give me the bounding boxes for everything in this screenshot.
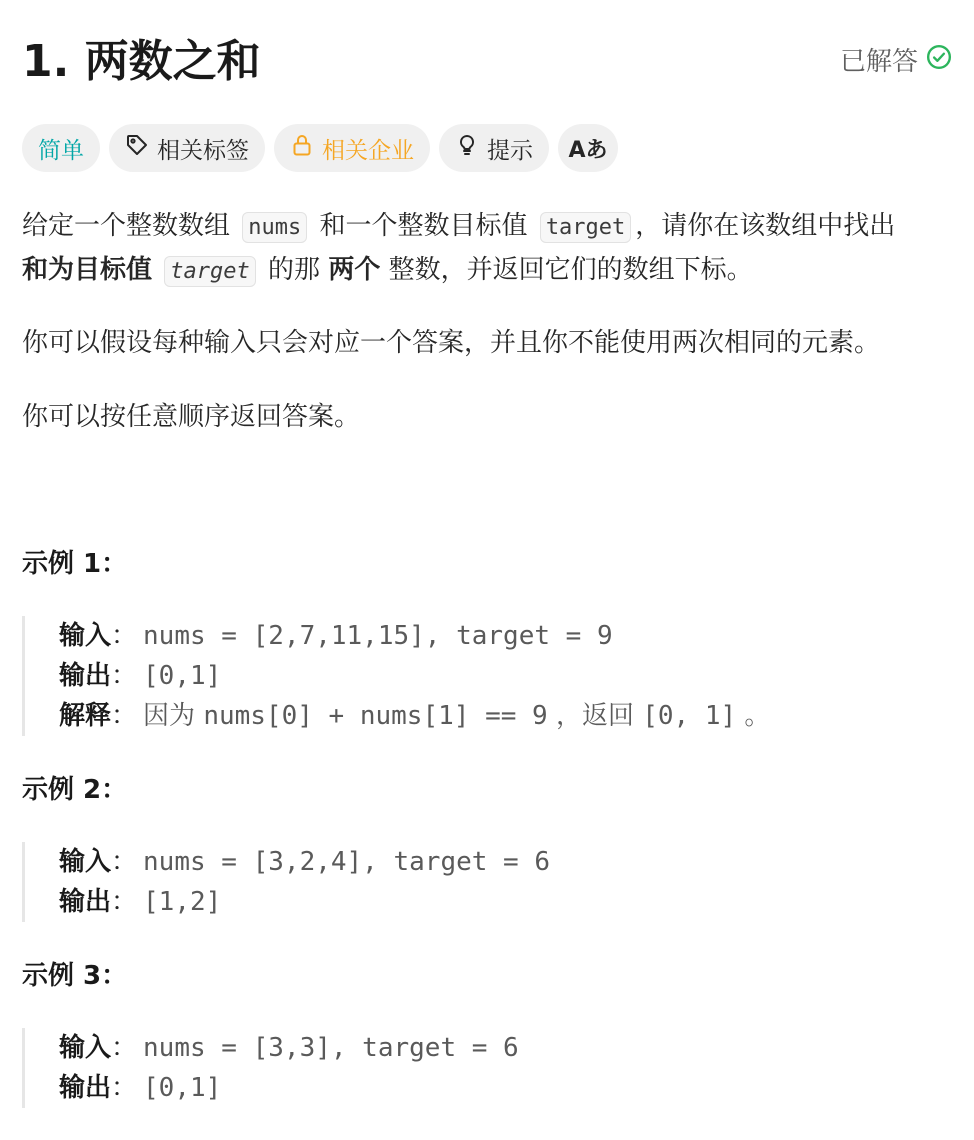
input-value: nums = [2,7,11,15], target = 9 — [143, 621, 613, 651]
lightbulb-icon — [455, 133, 479, 163]
desc-text: 给定一个整数数组 — [22, 211, 231, 241]
desc-text: 和一个整数目标值 — [319, 211, 528, 241]
output-value: [0,1] — [143, 1073, 222, 1103]
example-input: 输入： nums = [3,2,4], target = 6 — [59, 847, 551, 877]
desc-bold: 两个 — [328, 255, 381, 285]
input-label: 输入 — [59, 1033, 112, 1063]
translate-icon: Aあ — [568, 137, 608, 163]
problem-header — [22, 30, 952, 94]
example-1-title: 示例 1： — [22, 549, 128, 579]
explanation-text: ，返回 — [555, 701, 634, 731]
example-output: 输出： [1,2] — [59, 887, 222, 917]
translate-button[interactable] — [558, 124, 618, 172]
check-circle-icon — [926, 44, 952, 79]
explanation-text: 因为 — [143, 701, 196, 731]
tag-icon — [125, 133, 149, 163]
example-output: 输出： [0,1] — [59, 661, 222, 691]
explanation-label: 解释 — [59, 701, 112, 731]
example-output: 输出： [0,1] — [59, 1073, 222, 1103]
explanation-code: [0, 1] — [642, 701, 737, 731]
input-value: nums = [3,3], target = 6 — [143, 1033, 519, 1063]
inline-code: nums — [242, 212, 307, 243]
explanation-code: nums[0] + nums[1] == 9 — [203, 701, 548, 731]
desc-text: 整数，并返回它们的数组下标。 — [388, 255, 753, 285]
output-value: [1,2] — [143, 887, 222, 917]
output-label: 输出 — [59, 661, 112, 691]
example-2-title: 示例 2： — [22, 775, 128, 805]
related-companies-button[interactable] — [274, 124, 430, 172]
example-2-block — [22, 842, 550, 922]
difficulty-label: 简单 — [38, 137, 84, 164]
input-label: 输入 — [59, 621, 112, 651]
input-label: 输入 — [59, 847, 112, 877]
input-value: nums = [3,2,4], target = 6 — [143, 847, 551, 877]
related-companies-label: 相关企业 — [322, 137, 414, 164]
solved-status-label: 已解答 — [839, 46, 918, 77]
solved-status — [840, 44, 952, 79]
description-paragraph-1 — [22, 205, 952, 293]
description-paragraph-3: 你可以按任意顺序返回答案。 — [22, 402, 361, 432]
example-3-block — [22, 1028, 519, 1108]
example-3-title: 示例 3： — [22, 961, 128, 991]
inline-code: target — [164, 256, 255, 287]
difficulty-tag[interactable] — [22, 124, 100, 172]
example-input: 输入： nums = [2,7,11,15], target = 9 — [59, 621, 613, 651]
inline-code: target — [540, 212, 631, 243]
related-tags-button[interactable] — [109, 124, 265, 172]
desc-text: 的那 — [268, 255, 321, 285]
problem-description — [22, 205, 952, 293]
hint-button[interactable] — [439, 124, 549, 172]
hint-label: 提示 — [487, 137, 533, 164]
desc-bold: 和为目标值 — [22, 255, 153, 285]
output-value: [0,1] — [143, 661, 222, 691]
output-label: 输出 — [59, 887, 112, 917]
tag-bar — [22, 124, 618, 172]
example-input: 输入： nums = [3,3], target = 6 — [59, 1033, 519, 1063]
problem-title: 1. 两数之和 — [22, 36, 261, 87]
example-explanation: 解释： 因为 nums[0] + nums[1] == 9 ，返回 [0, 1] 。 — [59, 701, 771, 731]
description-paragraph-2: 你可以假设每种输入只会对应一个答案，并且你不能使用两次相同的元素。 — [22, 328, 881, 358]
explanation-text: 。 — [744, 701, 771, 731]
lock-icon — [290, 133, 314, 163]
example-1-block — [22, 616, 770, 736]
related-tags-label: 相关标签 — [157, 137, 249, 164]
output-label: 输出 — [59, 1073, 112, 1103]
desc-text: ，请你在该数组中找出 — [635, 211, 896, 241]
